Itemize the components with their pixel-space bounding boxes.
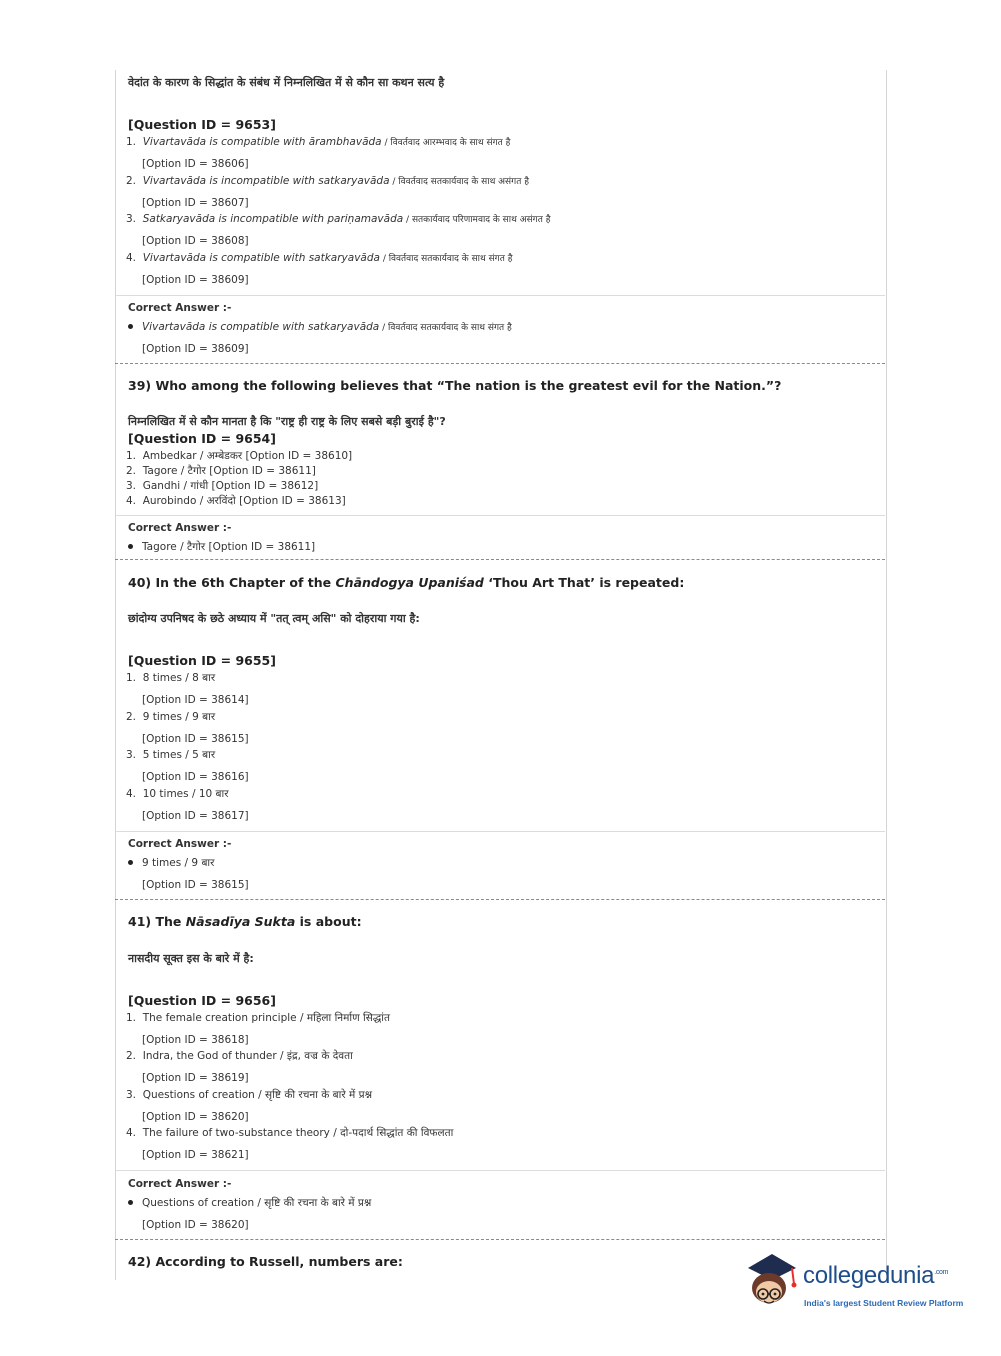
q38-option-2: 2. Vivartavāda is incompatible with satkaryavāda / विवर्तवाद सतकार्यवाद के साथ असंगत है	[126, 175, 529, 187]
q41-title: 41) The Nāsadīya Sukta is about:	[128, 914, 362, 929]
q40-correct-id: [Option ID = 38615]	[142, 879, 249, 891]
q38-correct-answer: Vivartavāda is compatible with satkaryavāda / विवर्तवाद सतकार्यवाद के साथ संगत है	[128, 320, 512, 333]
q40-correct-label: Correct Answer :-	[128, 838, 232, 850]
q39-correct-label: Correct Answer :-	[128, 522, 232, 534]
q40-option-2: 2. 9 times / 9 बार	[126, 711, 216, 723]
q39-option-1: 1. Ambedkar / अम्बेडकर [Option ID = 38610]	[126, 450, 353, 462]
q40-option-1-id: [Option ID = 38614]	[142, 694, 249, 706]
q39-hindi-question: निम्नलिखित में से कौन मानता है कि "राष्ट्र ही राष्ट्र के लिए सबसे बड़ी बुराई है"?	[128, 415, 446, 428]
q38-option-3: 3. Satkaryavāda is incompatible with pariṇamavāda / सतकार्यवाद परिणामवाद के साथ असंगत है	[126, 213, 551, 225]
q41-option-4-id: [Option ID = 38621]	[142, 1149, 249, 1161]
q40-correct-answer: 9 times / 9 बार	[128, 856, 214, 870]
q38-option-1-id: [Option ID = 38606]	[142, 158, 249, 170]
q40-option-1: 1. 8 times / 8 बार	[126, 672, 216, 684]
q40-title: 40) In the 6th Chapter of the Chāndogya Upaniśad ‘Thou Art That’ is repeated:	[128, 575, 685, 590]
q38-hindi-question: वेदांत के कारण के सिद्धांत के संबंध में निम्नलिखित में से कौन सा कथन सत्य है	[128, 76, 445, 89]
q38-option-4-id: [Option ID = 38609]	[142, 274, 249, 286]
q41-correct-answer: Questions of creation / सृष्टि की रचना के बारे में प्रश्न	[128, 1196, 371, 1210]
q38-question-id: [Question ID = 9653]	[128, 117, 276, 132]
q39-correct-answer: Tagore / टैगोर [Option ID = 38611]	[128, 540, 315, 554]
q40-option-4-id: [Option ID = 38617]	[142, 810, 249, 822]
q38-option-3-id: [Option ID = 38608]	[142, 235, 249, 247]
q41-correct-label: Correct Answer :-	[128, 1178, 232, 1190]
q39-option-3: 3. Gandhi / गांधी [Option ID = 38612]	[126, 480, 319, 492]
q38-option-2-id: [Option ID = 38607]	[142, 197, 249, 209]
q40-option-3-id: [Option ID = 38616]	[142, 771, 249, 783]
bullet-icon	[128, 1200, 133, 1205]
question-separator	[115, 363, 885, 364]
q41-option-2-id: [Option ID = 38619]	[142, 1072, 249, 1084]
question-separator	[115, 1239, 885, 1240]
bullet-icon	[128, 324, 133, 329]
bullet-icon	[128, 544, 133, 549]
q41-hindi-question: नासदीय सूक्त इस के बारे में है:	[128, 952, 254, 965]
divider	[115, 831, 885, 832]
q39-question-id: [Question ID = 9654]	[128, 431, 276, 446]
q38-correct-label: Correct Answer :-	[128, 302, 232, 314]
mascot-icon	[742, 1250, 802, 1310]
divider	[115, 515, 885, 516]
q39-option-2: 2. Tagore / टैगोर [Option ID = 38611]	[126, 465, 316, 477]
brand-tagline: India's largest Student Review Platform	[804, 1298, 964, 1308]
q39-option-4: 4. Aurobindo / अरविंदो [Option ID = 38613]	[126, 495, 346, 507]
q41-question-id: [Question ID = 9656]	[128, 993, 276, 1008]
q41-option-3: 3. Questions of creation / सृष्टि की रचना के बारे में प्रश्न	[126, 1089, 373, 1101]
q41-correct-id: [Option ID = 38620]	[142, 1219, 249, 1231]
brand-name: collegedunia$^{.com}$	[803, 1262, 949, 1289]
q40-question-id: [Question ID = 9655]	[128, 653, 276, 668]
q42-title: 42) According to Russell, numbers are:	[128, 1254, 403, 1269]
q38-option-4: 4. Vivartavāda is compatible with satkaryavāda / विवर्तवाद सतकार्यवाद के साथ संगत है	[126, 252, 513, 264]
divider	[115, 1170, 885, 1171]
question-separator	[115, 559, 885, 560]
divider	[115, 295, 885, 296]
question-separator	[115, 899, 885, 900]
q40-option-2-id: [Option ID = 38615]	[142, 733, 249, 745]
q40-hindi-question: छांदोग्य उपनिषद के छठे अध्याय में "तत् त्वम् असि" को दोहराया गया है:	[128, 612, 420, 625]
q38-option-1: 1. Vivartavāda is compatible with ārambhavāda / विवर्तवाद आरम्भवाद के साथ संगत है	[126, 136, 511, 148]
q41-option-2: 2. Indra, the God of thunder / इंद्र, वज्र के देवता	[126, 1050, 353, 1062]
q40-option-3: 3. 5 times / 5 बार	[126, 749, 216, 761]
q41-option-3-id: [Option ID = 38620]	[142, 1111, 249, 1123]
q41-option-1: 1. The female creation principle / महिला निर्माण सिद्धांत	[126, 1012, 390, 1024]
bullet-icon	[128, 860, 133, 865]
q40-option-4: 4. 10 times / 10 बार	[126, 788, 229, 800]
q38-correct-id: [Option ID = 38609]	[142, 343, 249, 355]
q41-option-4: 4. The failure of two-substance theory / दो-पदार्थ सिद्धांत की विफलता	[126, 1127, 454, 1139]
q41-option-1-id: [Option ID = 38618]	[142, 1034, 249, 1046]
q39-title: 39) Who among the following believes that “The nation is the greatest evil for the Nation.”?	[128, 378, 782, 393]
